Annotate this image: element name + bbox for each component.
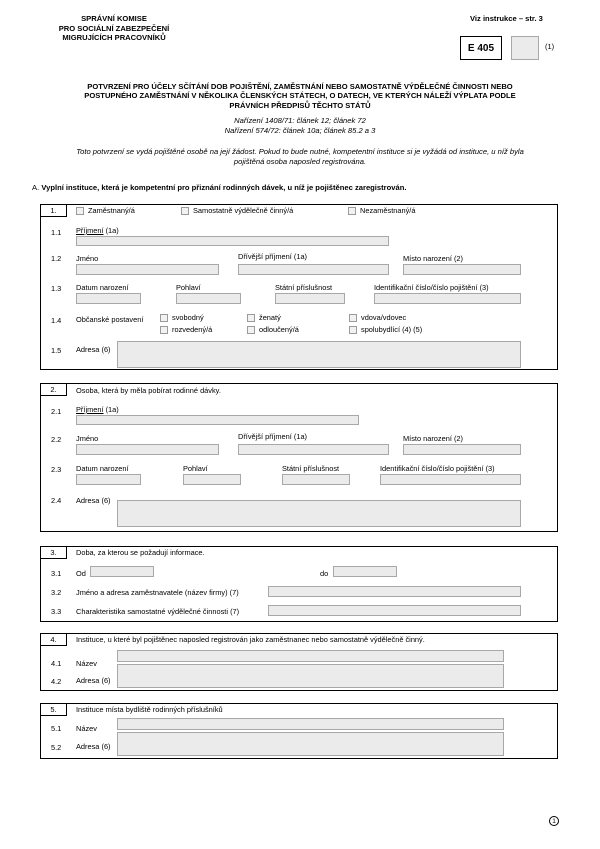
cohabiting-label — [361, 325, 422, 334]
section-2-number: 2. — [40, 383, 67, 396]
sex-field[interactable] — [176, 293, 241, 304]
intro-text — [24, 147, 576, 166]
address-field[interactable] — [117, 500, 521, 527]
address-field[interactable] — [117, 732, 504, 756]
footnote-ref: (2) — [453, 254, 463, 263]
id-number-text: Identifikační číslo/číslo pojištění — [380, 464, 484, 473]
institution-line: MIGRUJÍCÍCH PRACOVNÍKŮ — [62, 33, 166, 42]
birthplace-field[interactable] — [403, 264, 521, 275]
title-line: PRÁVNÍCH PŘEDPISŮ TĚCHTO STÁTŮ — [229, 100, 371, 110]
dob-field[interactable] — [76, 474, 141, 485]
title-line: POSTUPNÉHO ZAMĚSTNÁNÍ V NĚKOLIKA ČLENSKÝCH STÁTECH, O DATECH, VE KTERÝCH NÁLEŽÍ VÝPLATA PODLE — [84, 91, 516, 101]
row-number: 4.1 — [51, 659, 62, 668]
section-5-number: 5. — [40, 703, 67, 716]
row-number: 4.2 — [51, 677, 62, 686]
birthplace-text: Místo narození — [403, 254, 452, 263]
instructions-reference: Viz instrukce – str. 3 — [470, 14, 543, 23]
row-number: 1.1 — [51, 228, 62, 237]
self-employed-label: Samostatně výdělečně činný/á — [193, 206, 294, 215]
section-3-number: 3. — [40, 546, 67, 559]
row-number: 1.4 — [51, 316, 62, 325]
sex-label: Pohlaví — [183, 464, 208, 473]
separated-checkbox[interactable] — [247, 326, 255, 334]
row-number: 1.2 — [51, 254, 62, 263]
footnote-ref: (2) — [453, 434, 463, 443]
footnote-ref: (6) — [101, 676, 111, 685]
regulation-line: Nařízení 1408/71: článek 12; článek 72 — [234, 116, 366, 125]
note-reference: (1) — [545, 42, 555, 51]
title-line: POTVRZENÍ PRO ÚČELY SČÍTÁNÍ DOB POJIŠTĚNÍ, ZAMĚSTNÁNÍ NEBO SAMOSTATNĚ VÝDĚLEČNÉ ČINNOSTI NEBO — [87, 82, 513, 91]
dob-field[interactable] — [76, 293, 141, 304]
sex-field[interactable] — [183, 474, 241, 485]
institution-name-field[interactable] — [117, 718, 504, 730]
activity-text: Charakteristika samostatné výdělečné činnosti — [76, 607, 228, 616]
intro-line: pojištěná osoba naposled registrována. — [233, 156, 367, 166]
footnote-ref: (1a) — [105, 405, 119, 414]
address-label — [76, 676, 111, 685]
section-3-heading: Doba, za kterou se požadují informace. — [76, 548, 205, 557]
address-field[interactable] — [117, 341, 521, 368]
birthplace-text: Místo narození — [403, 434, 452, 443]
address-label — [76, 742, 111, 751]
section-a-text: Vyplní instituce, která je kompetentní pro přiznání rodinných dávek, u níž je pojištěnec zaregistrován. — [41, 183, 407, 192]
regulations — [24, 116, 576, 135]
footnote-ref: (1a) — [105, 226, 119, 235]
address-text: Adresa — [76, 676, 100, 685]
employer-label — [76, 588, 239, 597]
section-a-prefix: A. — [32, 183, 40, 192]
footnote-ref: (7) — [229, 588, 239, 597]
nationality-field[interactable] — [282, 474, 350, 485]
page-number: 1 — [549, 816, 559, 826]
single-label: svobodný — [172, 313, 204, 322]
employed-checkbox[interactable] — [76, 207, 84, 215]
activity-label — [76, 607, 239, 616]
institution-name — [28, 14, 200, 43]
married-label: ženatý — [259, 313, 281, 322]
footnote-ref: (6) — [101, 742, 111, 751]
id-number-text: Identifikační číslo/číslo pojištění — [374, 283, 478, 292]
row-number: 2.1 — [51, 407, 62, 416]
institution-line: PRO SOCIÁLNÍ ZABEZPEČENÍ — [58, 23, 170, 33]
form-code: E 405 — [460, 36, 502, 60]
section-4-heading: Instituce, u které byl pojištěnec naposled registrován jako zaměstnanec nebo samostatně výdělečně činný. — [76, 635, 425, 644]
first-name-field[interactable] — [76, 444, 219, 455]
former-surname-text: Dřívější příjmení — [238, 432, 292, 441]
former-surname-field[interactable] — [238, 444, 389, 455]
footnote-ref: (7) — [230, 607, 240, 616]
section-a-heading — [32, 183, 406, 192]
section-1-number: 1. — [40, 204, 67, 217]
first-name-label: Jméno — [76, 254, 99, 263]
address-text: Adresa — [76, 345, 100, 354]
footnote-ref: (1a) — [293, 252, 308, 261]
institution-name-label: Název — [76, 659, 97, 668]
section-4-number: 4. — [40, 633, 67, 646]
first-name-field[interactable] — [76, 264, 219, 275]
former-surname-label — [238, 432, 307, 441]
cohabiting-text: spolubydlící — [361, 325, 401, 334]
employer-field[interactable] — [268, 586, 521, 597]
id-number-label — [380, 464, 495, 473]
dob-label: Datum narození — [76, 283, 129, 292]
footnote-ref: (1a) — [293, 432, 308, 441]
nationality-label: Státní příslušnost — [282, 464, 340, 473]
birthplace-label — [403, 254, 463, 263]
dob-label: Datum narození — [76, 464, 129, 473]
period-from-label: Od — [76, 569, 86, 578]
self-employed-checkbox[interactable] — [181, 207, 189, 215]
footnote-ref: (4) (5) — [402, 325, 423, 334]
former-surname-label — [238, 252, 307, 261]
row-number: 2.3 — [51, 465, 62, 474]
row-number: 3.1 — [51, 569, 62, 578]
widowed-checkbox[interactable] — [349, 314, 357, 322]
id-number-field[interactable] — [374, 293, 521, 304]
row-number: 3.2 — [51, 588, 62, 597]
institution-name-label: Název — [76, 724, 97, 733]
institution-line: SPRÁVNÍ KOMISE — [81, 14, 147, 23]
country-code-field[interactable] — [511, 36, 539, 60]
single-checkbox[interactable] — [160, 314, 168, 322]
period-to-label: do — [320, 569, 329, 578]
period-to-field[interactable] — [333, 566, 397, 577]
surname-field[interactable] — [76, 415, 359, 425]
form-title — [24, 82, 576, 110]
former-surname-field[interactable] — [238, 264, 389, 275]
address-text: Adresa — [76, 742, 100, 751]
row-number: 2.4 — [51, 496, 62, 505]
row-number: 2.2 — [51, 435, 62, 444]
row-number: 3.3 — [51, 607, 62, 616]
address-label — [76, 496, 111, 505]
surname-field[interactable] — [76, 236, 389, 246]
surname-text: Příjmení — [76, 405, 104, 414]
intro-line: Toto potvrzení se vydá pojištěné osobě na její žádost. Pokud to bude nutné, kompetentní instituce si je vyžádá od instituce, u níž byla — [76, 147, 524, 156]
employer-text: Jméno a adresa zaměstnavatele (název firmy) — [76, 588, 228, 597]
period-from-field[interactable] — [90, 566, 154, 577]
row-number: 1.5 — [51, 346, 62, 355]
separated-label: odloučený/á — [259, 325, 299, 334]
widowed-label: vdova/vdovec — [361, 313, 407, 322]
sex-label: Pohlaví — [176, 283, 201, 292]
activity-field[interactable] — [268, 605, 521, 616]
nationality-field[interactable] — [275, 293, 345, 304]
surname-label — [76, 226, 119, 235]
address-label — [76, 345, 111, 354]
institution-name-field[interactable] — [117, 650, 504, 662]
nationality-label: Státní příslušnost — [275, 283, 333, 292]
id-number-field[interactable] — [380, 474, 521, 485]
footnote-ref: (3) — [485, 464, 495, 473]
unemployed-label: Nezaměstnaný/á — [360, 206, 416, 215]
divorced-label: rozvedený/á — [172, 325, 213, 334]
footnote-ref: (3) — [479, 283, 489, 292]
unemployed-checkbox[interactable] — [348, 207, 356, 215]
birthplace-field[interactable] — [403, 444, 521, 455]
row-number: 1.3 — [51, 284, 62, 293]
section-5-heading: Instituce místa bydliště rodinných příslušníků — [76, 705, 223, 714]
address-field[interactable] — [117, 664, 504, 688]
row-number: 5.1 — [51, 724, 62, 733]
surname-text: Příjmení — [76, 226, 104, 235]
id-number-label — [374, 283, 489, 292]
civil-status-label: Občanské postavení — [76, 315, 144, 324]
first-name-label: Jméno — [76, 434, 99, 443]
regulation-line: Nařízení 574/72: článek 10a; článek 85.2 a 3 — [224, 125, 376, 135]
surname-label — [76, 405, 119, 414]
address-text: Adresa — [76, 496, 100, 505]
section-2-heading: Osoba, která by měla pobírat rodinné dávky. — [76, 386, 221, 395]
birthplace-label — [403, 434, 463, 443]
divorced-checkbox[interactable] — [160, 326, 168, 334]
married-checkbox[interactable] — [247, 314, 255, 322]
employed-label: Zaměstnaný/á — [88, 206, 135, 215]
row-number: 5.2 — [51, 743, 62, 752]
former-surname-text: Dřívější příjmení — [238, 252, 292, 261]
footnote-ref: (6) — [101, 496, 111, 505]
cohabiting-checkbox[interactable] — [349, 326, 357, 334]
footnote-ref: (6) — [101, 345, 111, 354]
